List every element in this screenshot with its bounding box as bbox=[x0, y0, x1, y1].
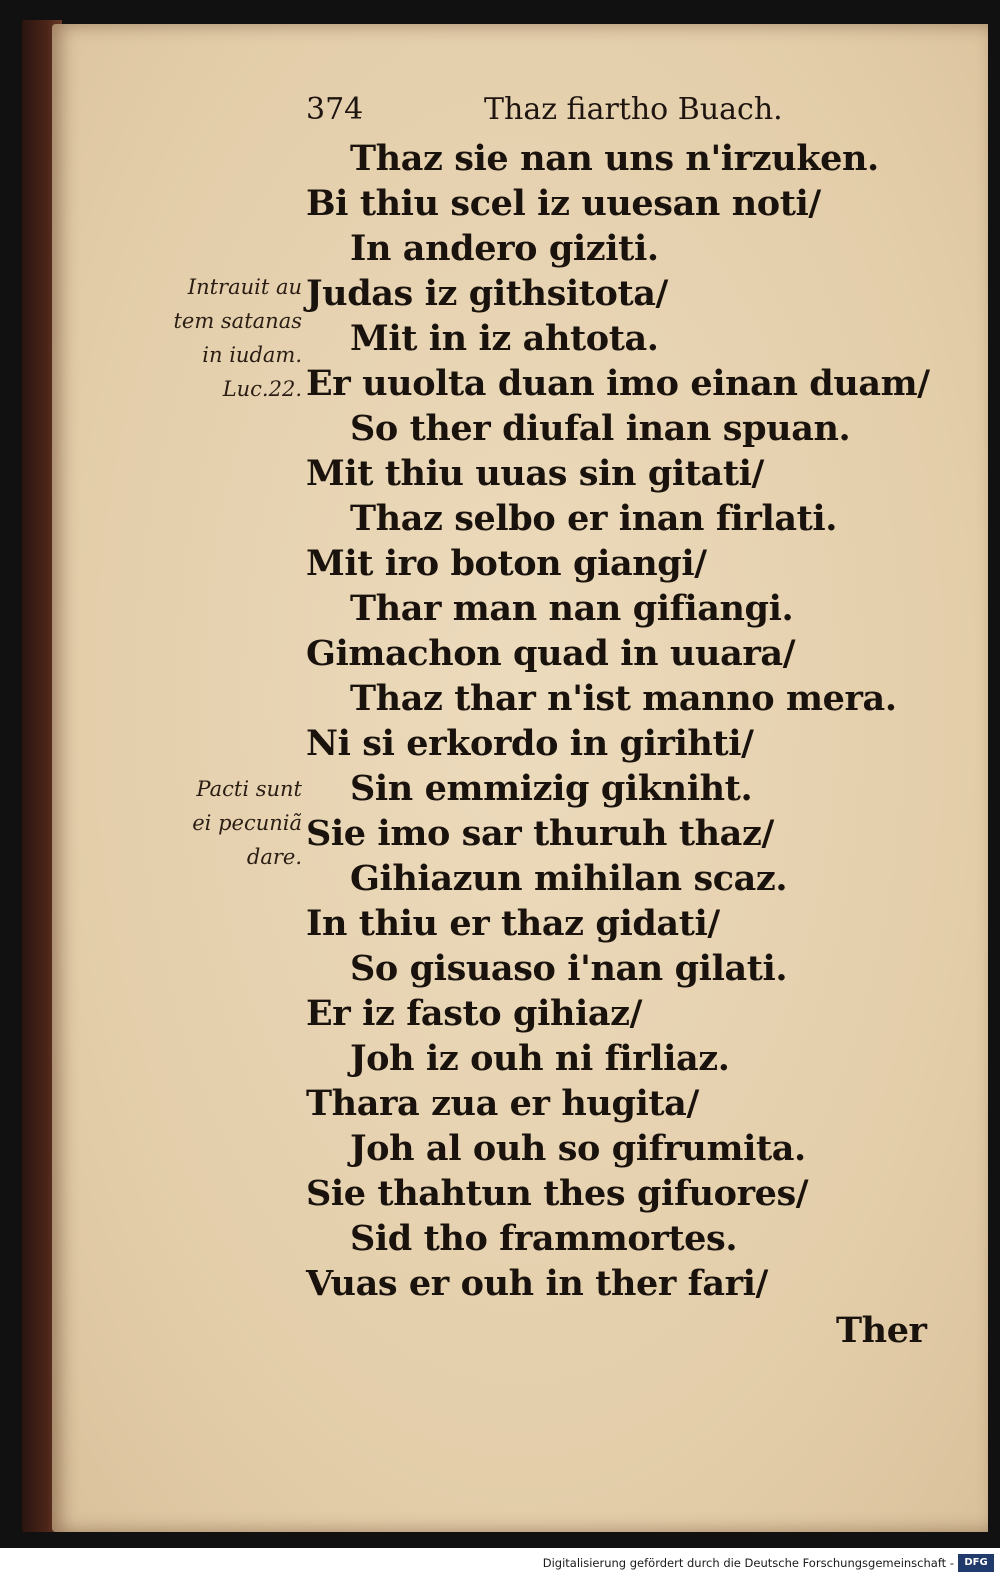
verse-line: Ni si erkordo in girihti/ bbox=[306, 723, 754, 764]
marginal-line: Luc.22. bbox=[222, 377, 302, 401]
verse-line: Thaz thar n'ist manno mera. bbox=[350, 678, 897, 719]
verse-line: In andero giziti. bbox=[350, 228, 659, 269]
marginal-line: in iudam. bbox=[202, 343, 302, 367]
marginal-note-1 bbox=[150, 270, 302, 406]
marginal-line: Intrauit au bbox=[187, 275, 302, 299]
verse-line: Thaz sie nan uns n'irzuken. bbox=[350, 138, 879, 179]
dfg-logo: DFG bbox=[958, 1554, 994, 1572]
page-header bbox=[306, 92, 806, 140]
catchword: Ther bbox=[836, 1310, 927, 1351]
digitization-footer bbox=[0, 1548, 1000, 1582]
verse-line: Judas iz githsitota/ bbox=[306, 273, 668, 314]
verse-line: Thara zua er hugita/ bbox=[306, 1083, 699, 1124]
verse-line: Gimachon quad in uuara/ bbox=[306, 633, 796, 674]
marginal-line: dare. bbox=[246, 845, 302, 869]
verse-line: Er iz fasto gihiaz/ bbox=[306, 993, 643, 1034]
verse-line: So gisuaso i'nan gilati. bbox=[350, 948, 788, 989]
verse-line: Mit iro boton giangi/ bbox=[306, 543, 707, 584]
verse-line: Joh iz ouh ni firliaz. bbox=[350, 1038, 730, 1079]
marginal-line: ei pecuniã bbox=[192, 811, 302, 835]
marginal-line: tem satanas bbox=[173, 309, 302, 333]
verse-line: Sin emmizig gikniht. bbox=[350, 768, 753, 809]
verse-line: Bi thiu scel iz uuesan noti/ bbox=[306, 183, 821, 224]
page-number: 374 bbox=[306, 92, 364, 127]
verse-line: Sid tho frammortes. bbox=[350, 1218, 738, 1259]
verse-line: Sie thahtun thes gifuores/ bbox=[306, 1173, 809, 1214]
verse-text bbox=[306, 136, 946, 1353]
verse-line: Mit in iz ahtota. bbox=[350, 318, 659, 359]
marginal-note-2 bbox=[150, 772, 302, 874]
verse-line: Thar man nan gifiangi. bbox=[350, 588, 794, 629]
funding-credit: Digitalisierung gefördert durch die Deutsche Forschungsgemeinschaft - bbox=[542, 1556, 954, 1570]
verse-line: Thaz selbo er inan firlati. bbox=[350, 498, 838, 539]
verse-line: Sie imo sar thuruh thaz/ bbox=[306, 813, 774, 854]
verse-line: Gihiazun mihilan scaz. bbox=[350, 858, 788, 899]
running-title: Thaz fiartho Buach. bbox=[484, 92, 783, 127]
verse-line: Vuas er ouh in ther fari/ bbox=[306, 1263, 768, 1304]
verse-line: Mit thiu uuas sin gitati/ bbox=[306, 453, 764, 494]
marginal-line: Pacti sunt bbox=[196, 777, 302, 801]
verse-line: Er uuolta duan imo einan duam/ bbox=[306, 363, 930, 404]
verse-line: So ther diufal inan spuan. bbox=[350, 408, 851, 449]
verse-line: Joh al ouh so gifrumita. bbox=[350, 1128, 806, 1169]
verse-line: In thiu er thaz gidati/ bbox=[306, 903, 720, 944]
